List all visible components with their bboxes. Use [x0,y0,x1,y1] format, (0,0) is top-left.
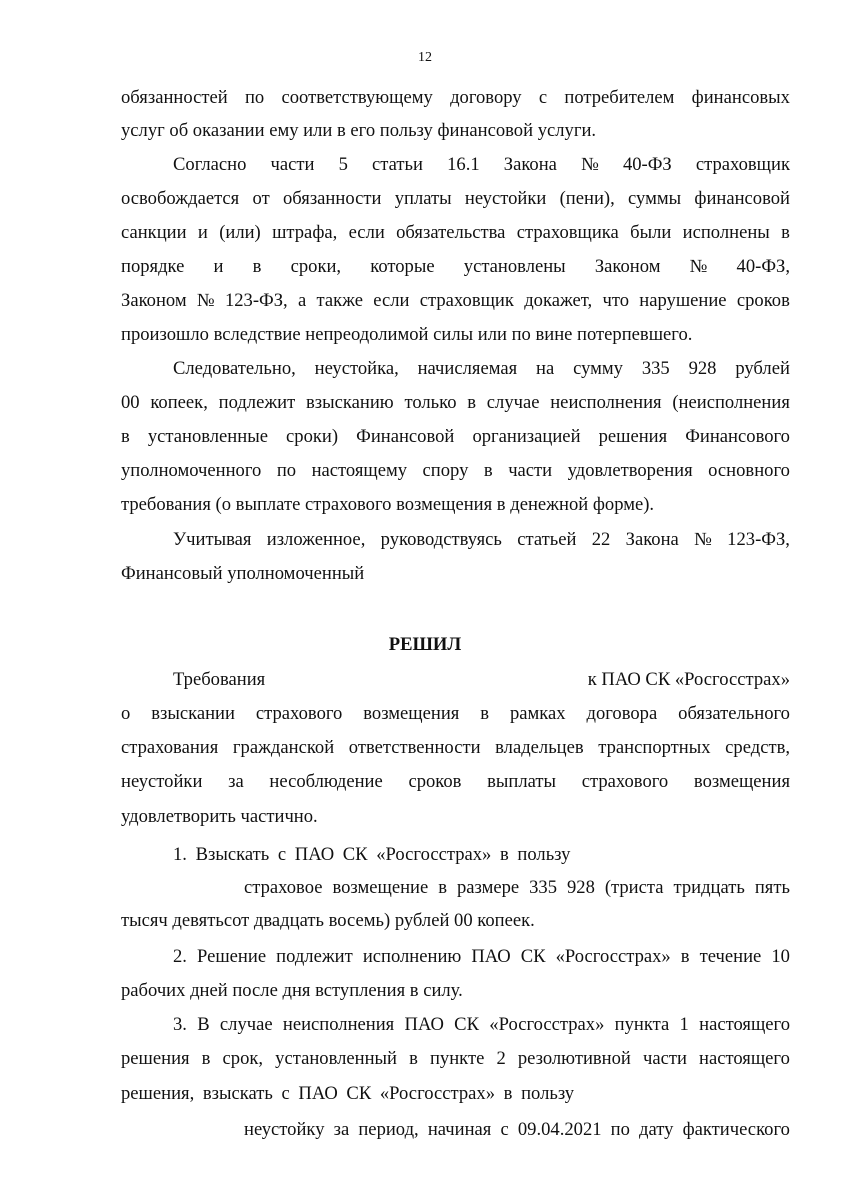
text-line: услуг об оказании ему или в его пользу финансовой услуги. [121,120,597,141]
word: подлежит [276,946,353,967]
word: № [689,256,708,277]
word: Финансового [685,426,790,447]
word: страховщик [695,154,790,175]
word: удовлетворения [567,460,693,481]
word: только [404,392,457,413]
text-line [121,702,790,726]
word: 16.1 [447,154,480,175]
word: (пени), [559,188,615,209]
text-line [121,459,790,483]
word: сроки) [286,426,339,447]
word: возмещения [363,703,460,724]
respondent-label: к ПАО СК «Росгосстрах» [587,669,790,690]
word: (неисполнения [672,392,790,413]
word: о [121,703,131,724]
word: штрафа, [272,222,338,243]
word: 00 [121,392,140,413]
word: исполнению [362,946,462,967]
word: фактического [682,1119,790,1140]
text-line [173,945,790,969]
word: страховщик [419,290,514,311]
word: Следовательно, [173,358,296,379]
word: взысканию [306,392,394,413]
text-line [121,425,790,449]
word: ответственности [348,737,481,758]
word: в [680,946,690,967]
word: 1 [679,1014,689,1035]
word: по [610,1119,630,1140]
word: в [483,460,493,481]
word: с [500,1119,509,1140]
word: 3. [173,1014,187,1035]
word: спору [422,460,469,481]
word: начиная [427,1119,492,1140]
text-line [244,1118,790,1142]
word: ПАО [471,946,511,967]
word: страхового [255,703,343,724]
word: и [197,222,208,243]
word: СК [454,1014,479,1035]
word: Закона [625,529,679,550]
word: в [409,1048,418,1069]
word: течение [699,946,762,967]
text-line: Финансовый уполномоченный [121,563,365,584]
word: основного [708,460,790,481]
word: договора [586,703,658,724]
word: Согласно [173,154,247,175]
word: копеек, [150,392,208,413]
word: Решение [197,946,267,967]
word: суммы [628,188,682,209]
word: в [467,392,477,413]
word: а [297,290,307,311]
word: 335 [529,877,558,898]
word: тридцать [673,877,745,898]
word: обязанностей [121,87,228,108]
text-line: рабочих дней после дня вступления в силу. [121,980,463,1001]
word: потребителем [564,87,675,108]
word: настоящего [699,1048,790,1069]
word: статьи [372,154,423,175]
word: 22 [591,529,611,550]
word: рублей [735,358,790,379]
word: в [121,426,130,447]
word: обязательства [396,222,506,243]
word: 335 [641,358,670,379]
word: договору [450,87,522,108]
text-line: произошло вследствие непреодолимой силы или по вине потерпевшего. [121,324,693,345]
text-line: требования (о выплате страхового возмещения в денежной форме). [121,494,655,515]
word: установленные [147,426,268,447]
word: санкции [121,222,187,243]
word: в [480,703,490,724]
word: установленный [275,1048,397,1069]
word: сроков [736,290,790,311]
text-line: тысяч девятьсот двадцать восемь) рублей 00 копеек. [121,910,535,931]
text-line: 1. Взыскать с ПАО СК «Росгосстрах» в пользу [173,844,571,865]
text-line [121,736,790,760]
word: 09.04.2021 [517,1119,602,1140]
word: уполномоченного [121,460,262,481]
word: за [228,771,244,792]
word: пункте [429,1048,485,1069]
text-line [173,153,790,177]
word: в [438,877,447,898]
word: Финансовой [356,426,455,447]
word: (или) [219,222,261,243]
text-line [121,391,790,415]
word: в [252,256,262,277]
word: случае [219,1014,273,1035]
word: руководствуясь [380,529,502,550]
text-line: решения, взыскать с ПАО СК «Росгосстрах» в пользу [121,1083,575,1104]
word: организацией [472,426,581,447]
word: транспортных [598,737,711,758]
requirements-label: Требования [173,669,266,690]
word: финансовой [694,188,790,209]
word: обязанности [282,188,382,209]
word: 123-ФЗ, [727,529,790,550]
word: решения [598,426,668,447]
word: освобождается [121,188,240,209]
word: решения [121,1048,190,1069]
word: случае [486,392,540,413]
word: срок, [222,1048,264,1069]
word: части [508,460,553,481]
word: Учитывая [173,529,252,550]
word: ПАО [404,1014,444,1035]
word: размере [456,877,520,898]
text-line [121,289,790,313]
word: с [538,87,548,108]
text-line [173,528,790,552]
word: части [642,1048,687,1069]
word: также [316,290,364,311]
word: «Росгосстрах» [489,1014,605,1035]
text-line [173,357,790,381]
word: неустойки [121,771,203,792]
word: которые [370,256,435,277]
word: неисполнения [550,392,662,413]
word: подлежит [218,392,296,413]
text-line [121,255,790,279]
word: части [270,154,315,175]
word: резолютивной [517,1048,631,1069]
word: № [581,154,599,175]
text-line: удовлетворить частично. [121,806,318,827]
word: нарушение [639,290,727,311]
word: Законом [121,290,187,311]
word: если [373,290,410,311]
word: сроков [408,771,462,792]
word: взыскании [151,703,235,724]
text-line [121,187,790,211]
word: пункта [614,1014,670,1035]
word: возмещения [693,771,790,792]
word: начисляемая [417,358,518,379]
word: сумму [573,358,623,379]
word: дату [639,1119,674,1140]
word: владельцев [495,737,584,758]
word: В [197,1014,210,1035]
word: от [252,188,270,209]
word: докажет, [524,290,593,311]
word: исполнены [682,222,770,243]
word: соответствующему [281,87,433,108]
word: 10 [771,946,790,967]
word: рамках [509,703,566,724]
word: настоящего [699,1014,790,1035]
word: страхования [121,737,219,758]
word: неустойки [464,188,547,209]
word: финансовых [691,87,790,108]
word: изложенное, [266,529,366,550]
word: страховое [244,877,323,898]
word: обязательного [678,703,790,724]
word: если [348,222,385,243]
word: (триста [604,877,664,898]
word: 40-ФЗ, [736,256,790,277]
text-line [173,1013,790,1037]
word: № [694,529,712,550]
word: 123-ФЗ, [224,290,288,311]
word: 928 [566,877,595,898]
word: порядке [121,256,185,277]
text-line [121,1047,790,1071]
word: период, [358,1119,419,1140]
word: и [213,256,224,277]
text-line [121,221,790,245]
word: неисполнения [282,1014,395,1035]
word: пять [754,877,790,898]
word: по [276,460,297,481]
word: СК [520,946,546,967]
word: 2. [173,946,187,967]
word: выплаты [487,771,557,792]
text-line [244,876,790,900]
word: несоблюдение [269,771,383,792]
word: статьей [517,529,577,550]
word: на [536,358,555,379]
word: 40-ФЗ [622,154,672,175]
word: в [201,1048,211,1069]
word: «Росгосстрах» [555,946,671,967]
word: средств, [725,737,790,758]
word: по [244,87,265,108]
word: настоящему [311,460,408,481]
word: неустойку [244,1119,325,1140]
word: 2 [496,1048,506,1069]
word: неустойка, [314,358,399,379]
word: Законом [594,256,661,277]
text-line [121,86,790,110]
word: были [630,222,672,243]
page-number: 12 [418,50,432,65]
word: 928 [688,358,717,379]
word: установлены [463,256,566,277]
word: возмещение [332,877,429,898]
word: страхового [581,771,669,792]
text-line [121,770,790,794]
word: сроки, [290,256,342,277]
word: за [333,1119,350,1140]
word: что [602,290,629,311]
word: Закона [503,154,557,175]
word: № [196,290,215,311]
word: гражданской [232,737,335,758]
word: 5 [338,154,348,175]
word: уплаты [394,188,452,209]
word: в [781,222,790,243]
section-heading: РЕШИЛ [388,634,462,655]
word: страховщика [516,222,619,243]
